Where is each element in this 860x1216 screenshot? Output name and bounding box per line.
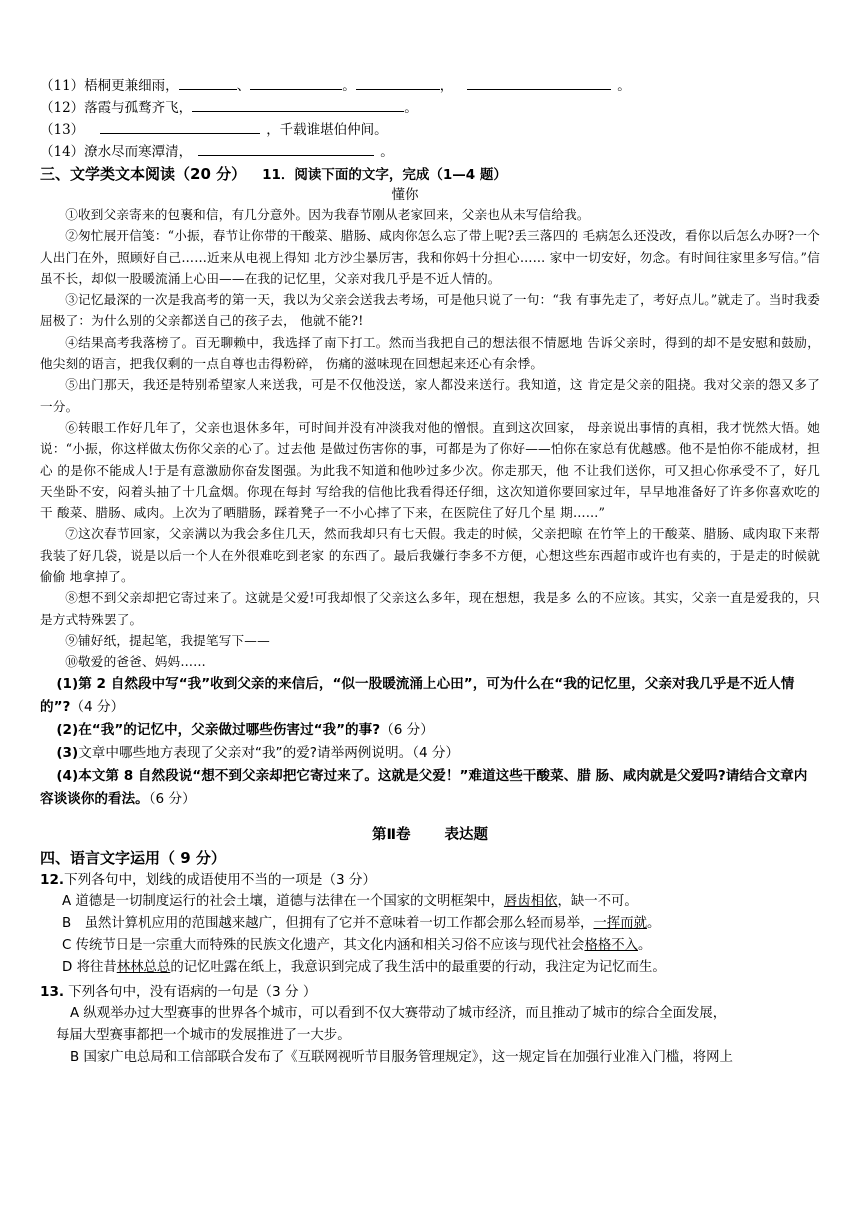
question-number: 13. [40, 983, 65, 1000]
option-a-continued: 每届大型赛事都把一个城市的发展推进了一大步。 [56, 1027, 351, 1043]
question-number: (2) [56, 721, 79, 738]
question-score: （4 分） [70, 698, 125, 715]
underlined-idiom: 格格不入 [584, 937, 639, 953]
option-text: ，缺一不可。 [557, 893, 638, 909]
paragraph: ⑩敬爱的爸爸、妈妈…… [65, 654, 206, 670]
option-c[interactable] [40, 935, 820, 957]
paragraph: ⑤出门那天，我还是特别希望家人来送我，可是不仅他没送，家人都没来送行。我知道，这 肯定是父亲的阻挠。我对父亲的怨又多了一分。 [40, 377, 820, 414]
option-d[interactable] [40, 957, 820, 979]
reading-question-1 [40, 673, 820, 719]
underlined-idiom: 林林总总 [116, 959, 171, 975]
paragraph: ⑥转眼工作好几年了，父亲也退休多年，可时间并没有冲淡我对他的憎恨。直到这次回家， 母亲说出事情的真相，我才恍然大悟。她说：“小振，你这样做太伤你父亲的心了。过去他 是做过伤害你的事，可都是为了你好——怕你在家总有优越感。他不是怕你不能成材，担心 的是你不能成人!于是有意激励你奋发图强。为此我不知道和他吵过多少次。你走那天，他 不让我们送你，可又担心你承受不了，好几天坐卧不安，闷着头抽了十几盒烟。你现在每封 写给我的信他比我看得还仔细，这次知道你要回家过年，早早地准备好了许多你喜欢吃的干 酸菜、腊肠、咸肉。上次为了晒腊肠，踩着凳子一不小心摔了下来，在医院住了好几个星 期……” [40, 419, 820, 521]
separator: 。 [617, 78, 631, 94]
part-volume: 第Ⅱ卷 [371, 826, 411, 843]
blank-line-14 [40, 141, 820, 163]
question-text: 下列各句中，没有语病的一句是（3 分 ） [68, 983, 317, 1000]
answer-blank[interactable] [192, 97, 404, 112]
answer-blank[interactable] [198, 141, 374, 156]
underlined-idiom: 一挥而就 [593, 915, 647, 931]
blank-tail: ，千载谁堪伯仲间。 [266, 122, 388, 138]
option-a[interactable]: A 纵观举办过大型赛事的世界各个城市，可以看到不仅大赛带动了城市经济，而且推动了城市的综合全面发展， [70, 1005, 727, 1021]
section-title: 三、文学类文本阅读（20 分） [40, 165, 247, 183]
question-text: 下列各句中，划线的成语使用不当的一项是（3 分） [64, 871, 377, 888]
paragraph: ⑧想不到父亲却把它寄过来了。这就是父爱!可我却恨了父亲这么多年，现在想想，我是多 么的不应该。其实，父亲一直是爱我的，只是方式特殊罢了。 [40, 590, 820, 627]
option-text: 。 [646, 915, 661, 931]
question-number: (4) [56, 767, 79, 784]
option-b[interactable]: B 国家广电总局和工信部联合发布了《互联网视听节目服务管理规定》，这一规定旨在加强行业准入门槛，将网上 [70, 1049, 733, 1065]
option-text: 。 [638, 937, 652, 953]
blank-label: （14）潦水尽而寒潭清， [40, 144, 193, 160]
separator: 。 [380, 144, 394, 160]
blank-line-12 [40, 97, 820, 119]
question-text: 本文第 8 自然段说“想不到父亲却把它寄过来了。这就是父爱！”难道这些干酸菜、腊 肠、咸肉就是父爱吗?请结合文章内容谈谈你的看法。 [40, 767, 808, 807]
blank-line-13 [40, 119, 820, 141]
question-score: （4 分） [412, 744, 460, 761]
paragraph: ②匆忙展开信笺：“小振，春节让你带的干酸菜、腊肠、咸肉你怎么忘了带上呢?丢三落四的 毛病怎么还没改，看你以后怎么办呀?一个人出门在外，照顾好自己……近来从电视上得知 北方沙尘暴厉害，我和你妈十分担心…… 家中一切安好，勿念。有时间往家里多写信。”信 虽不长，却似一股暖流涌上心田——在我的记忆里，父亲对我几乎是不近人情的。 [40, 228, 820, 286]
answer-blank[interactable] [356, 75, 440, 90]
blank-label: （12）落霞与孤鹜齐飞， [40, 100, 193, 116]
question-12-stem [40, 869, 820, 891]
answer-blank[interactable] [250, 75, 342, 90]
part-heading [40, 823, 820, 847]
blank-line-11 [40, 75, 820, 97]
separator: ， [439, 78, 454, 94]
question-number: (3) [56, 744, 79, 761]
paragraph: ④结果高考我落榜了。百无聊赖中，我选择了南下打工。然而当我把自己的想法很不情愿地 告诉父亲时，得到的却不是安慰和鼓励，他尖刻的语言，把我仅剩的一点自尊也击得粉碎， 伤痛的滋味现在回想起来还心有余悸。 [40, 334, 820, 372]
answer-blank[interactable] [100, 119, 260, 134]
option-text: D 将往昔 [62, 959, 117, 975]
option-a[interactable] [40, 891, 820, 913]
question-number: 12. [40, 871, 65, 888]
option-text: A 道德是一切制度运行的社会土壤，道德与法律在一个国家的文明框架中， [62, 893, 504, 909]
question-instruction: 11．阅读下面的文字，完成（1—4 题） [262, 167, 507, 183]
question-number: (1) [56, 675, 79, 692]
question-score: （6 分） [148, 790, 196, 807]
question-text: 在“我”的记忆中，父亲做过哪些伤害过“我”的事? [78, 721, 381, 738]
option-text: B 虽然计算机应用的范围越来越广，但拥有了它并不意味着一切工作都会那么轻而易举， [62, 915, 594, 931]
option-b[interactable] [40, 913, 820, 935]
article-title: 懂你 [391, 187, 419, 203]
question-text: 第 2 自然段中写“我”收到父亲的来信后，“似一股暖流涌上心田”，可为什么在“我的记忆里，父亲对我几乎是不近人情的”? [40, 675, 795, 715]
part-name: 表达题 [444, 826, 489, 843]
exam-page [40, 70, 820, 1069]
option-text: 的记忆吐露在纸上，我意识到完成了我生活中的最重要的行动，我注定为记忆而生。 [170, 959, 666, 975]
paragraph: ③记忆最深的一次是我高考的第一天，我以为父亲会送我去考场，可是他只说了一句：“我 有事先走了，考好点儿。”就走了。当时我委屈极了：为什么别的父亲都送自己的孩子去， 他就不能?! [40, 292, 820, 329]
paragraph: ⑦这次春节回家，父亲满以为我会多住几天，然而我却只有七天假。我走的时候，父亲把晾 在竹竿上的干酸菜、腊肠、咸肉取下来帮我装了好几袋，说是以后一个人在外很难吃到老家 的东西了。最后我嫌行李多不方便，心想这些东西超市或许也有卖的，于是走的时候就偷偷 地拿掉了。 [40, 526, 820, 585]
section-3-heading [40, 163, 820, 186]
underlined-idiom: 唇齿相依 [503, 893, 558, 909]
answer-blank[interactable] [179, 75, 237, 90]
separator: 、 [236, 78, 251, 94]
blank-label: （11）梧桐更兼细雨， [40, 78, 179, 94]
paragraph: ①收到父亲寄来的包裹和信，有几分意外。因为我春节刚从老家回来，父亲也从未写信给我。 [65, 207, 590, 222]
blank-label: （13） [40, 122, 85, 138]
reading-question-3 [40, 742, 820, 765]
question-text: 文章中哪些地方表现了父亲对“我”的爱?请举两例说明。 [78, 744, 413, 761]
option-text: C 传统节日是一宗重大而特殊的民族文化遗产，其文化内涵和相关习俗不应该与现代社会 [62, 937, 585, 953]
section-4-heading: 四、语言文字运用（ 9 分） [40, 848, 226, 867]
reading-question-4 [40, 765, 820, 811]
paragraph: ⑨铺好纸，提起笔，我提笔写下—— [65, 632, 270, 648]
separator: 。 [404, 100, 418, 116]
question-score: （6 分） [380, 721, 434, 738]
reading-question-2 [40, 719, 820, 742]
separator: 。 [342, 78, 356, 94]
question-13-stem [40, 981, 820, 1003]
answer-blank[interactable] [467, 75, 611, 90]
